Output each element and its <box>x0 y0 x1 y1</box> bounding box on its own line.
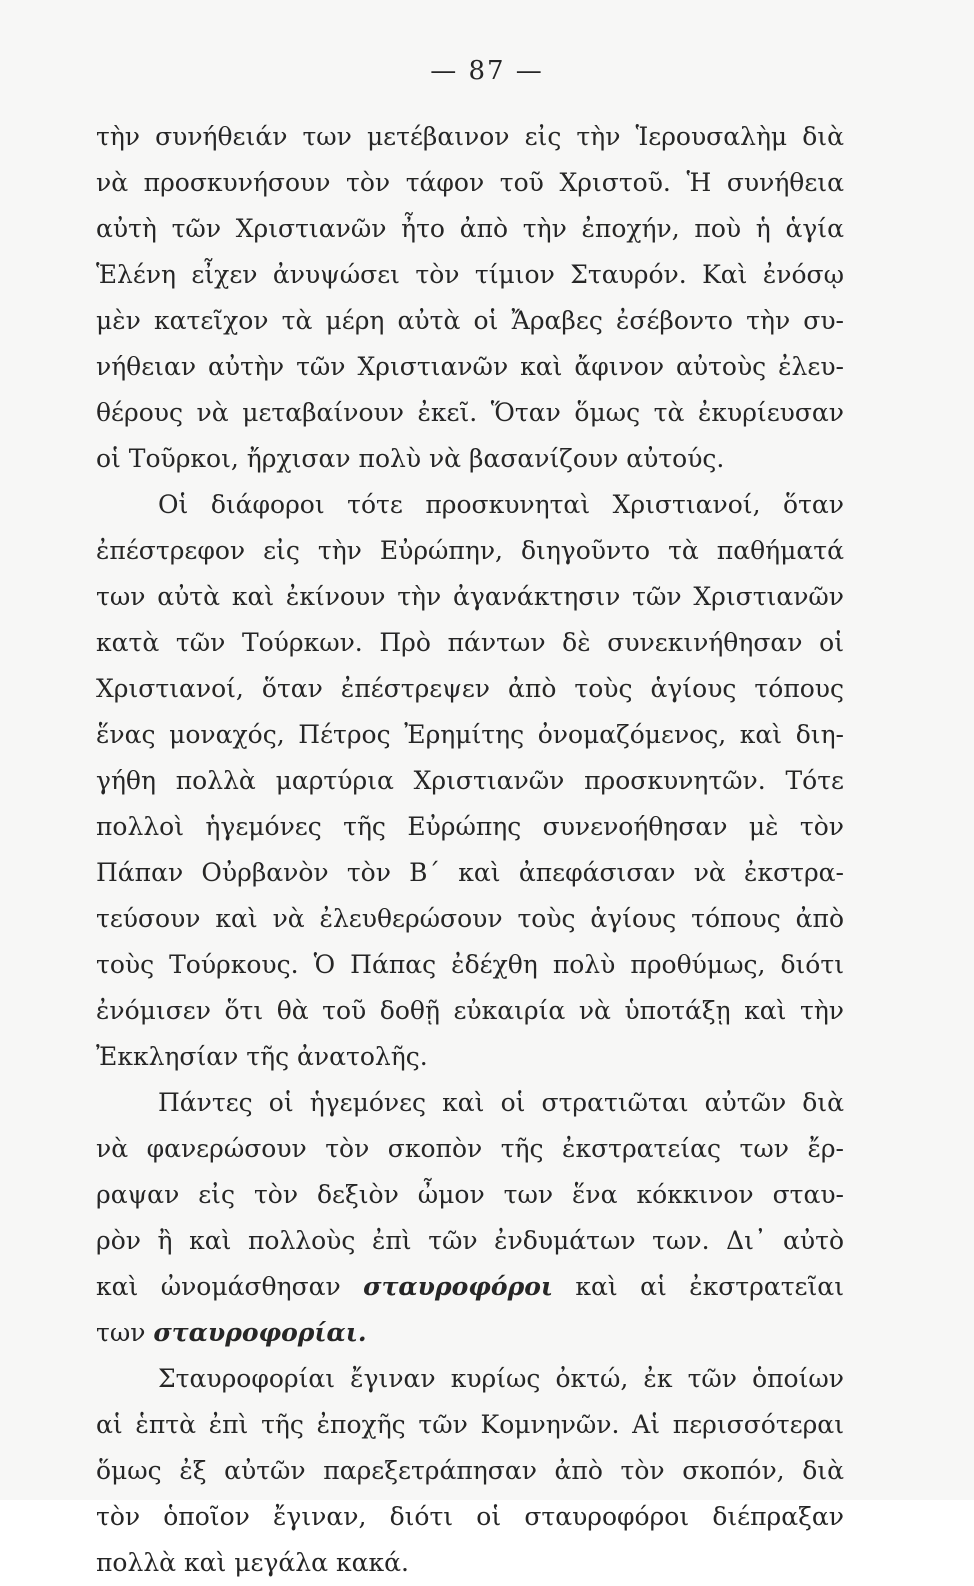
text-line: ραψαν εἰς τὸν δεξιὸν ὦμον των ἕνα κόκκινον σταυ- <box>96 1180 844 1209</box>
text-line: Χριστιανοί, ὅταν ἐπέστρεψεν ἀπὸ τοὺς ἁγίους τόπους <box>96 674 844 703</box>
body-text <box>96 114 844 1586</box>
paragraph-start-line: Σταυροφορίαι ἔγιναν κυρίως ὀκτώ, ἐκ τῶν ὁποίων <box>158 1364 844 1393</box>
text-line: τεύσουν καὶ νὰ ἐλευθερώσουν τοὺς ἁγίους τόπους ἀπὸ <box>96 904 844 933</box>
page-number: — 87 — <box>430 56 544 86</box>
text-line-with-emphasis <box>96 1310 844 1356</box>
text-segment: καὶ ὠνομάσθησαν <box>96 1272 364 1301</box>
text-line: πολλοὶ ἡγεμόνες τῆς Εὐρώπης συνενοήθησαν μὲ τὸν <box>96 812 844 841</box>
text-line: ὅμως ἐξ αὐτῶν παρεξετράπησαν ἀπὸ τὸν σκοπόν, διὰ <box>96 1456 844 1485</box>
text-line: των αὐτὰ καὶ ἐκίνουν τὴν ἀγανάκτησιν τῶν Χριστιανῶν <box>96 582 844 611</box>
paragraph-start-line: Πάντες οἱ ἡγεμόνες καὶ οἱ στρατιῶται αὐτῶν διὰ <box>158 1088 844 1117</box>
text-line: πολλὰ καὶ μεγάλα κακά. <box>96 1548 409 1577</box>
text-line: γήθη πολλὰ μαρτύρια Χριστιανῶν προσκυνητῶν. Τότε <box>96 766 844 795</box>
paragraph-start-line: Οἱ διάφοροι τότε προσκυνηταὶ Χριστιανοί, ὅταν <box>158 490 844 519</box>
text-line: νήθειαν αὐτὴν τῶν Χριστιανῶν καὶ ἄφινον αὐτοὺς ἐλευ- <box>96 352 844 381</box>
text-segment: των <box>96 1318 154 1347</box>
text-line: αὐτὴ τῶν Χριστιανῶν ἦτο ἀπὸ τὴν ἐποχήν, ποὺ ἡ ἁγία <box>96 214 844 243</box>
text-line: Ἑλένη εἶχεν ἀνυψώσει τὸν τίμιον Σταυρόν. Καὶ ἐνόσῳ <box>96 260 844 289</box>
text-line: τὸν ὁποῖον ἔγιναν, διότι οἱ σταυροφόροι διέπραξαν <box>96 1502 844 1531</box>
text-line: Ἐκκλησίαν τῆς ἀνατολῆς. <box>96 1042 428 1071</box>
text-line: Πάπαν Οὐρβανὸν τὸν Β΄ καὶ ἀπεφάσισαν νὰ ἐκστρα- <box>96 858 844 887</box>
text-line: νὰ προσκυνήσουν τὸν τάφον τοῦ Χριστοῦ. Ἡ συνήθεια <box>96 168 844 197</box>
text-line: ρὸν ἢ καὶ πολλοὺς ἐπὶ τῶν ἐνδυμάτων των. Δι᾿ αὐτὸ <box>96 1226 844 1255</box>
text-line: ἐπέστρεφον εἰς τὴν Εὐρώπην, διηγοῦντο τὰ παθήματά <box>96 536 844 565</box>
emphasized-term: σταυροφορίαι. <box>153 1318 367 1347</box>
text-line: τὴν συνήθειάν των μετέβαινον εἰς τὴν Ἱερουσαλὴμ διὰ <box>96 122 844 151</box>
emphasized-term: σταυροφόροι <box>363 1272 553 1301</box>
text-line: οἱ Τοῦρκοι, ἤρχισαν πολὺ νὰ βασανίζουν αὐτούς. <box>96 444 725 473</box>
text-line: ἐνόμισεν ὅτι θὰ τοῦ δοθῇ εὐκαιρία νὰ ὑποτάξῃ καὶ τὴν <box>96 996 844 1025</box>
text-line: κατὰ τῶν Τούρκων. Πρὸ πάντων δὲ συνεκινήθησαν οἱ <box>96 628 844 657</box>
text-line: θέρους νὰ μεταβαίνουν ἐκεῖ. Ὅταν ὅμως τὰ ἐκυρίευσαν <box>96 398 844 427</box>
text-line: τοὺς Τούρκους. Ὁ Πάπας ἐδέχθη πολὺ προθύμως, διότι <box>96 950 844 979</box>
text-line: νὰ φανερώσουν τὸν σκοπὸν τῆς ἐκστρατείας των ἔρ- <box>96 1134 844 1163</box>
text-line: ἕνας μοναχός, Πέτρος Ἐρημίτης ὀνομαζόμενος, καὶ διη- <box>96 720 844 749</box>
text-segment: καὶ αἱ ἐκστρατεῖαι <box>552 1272 844 1301</box>
text-line-with-emphasis <box>96 1264 844 1310</box>
text-line: αἱ ἑπτὰ ἐπὶ τῆς ἐποχῆς τῶν Κομνηνῶν. Αἱ περισσότεραι <box>96 1410 844 1439</box>
text-line: μὲν κατεῖχον τὰ μέρη αὐτὰ οἱ Ἄραβες ἐσέβοντο τὴν συ- <box>96 306 844 335</box>
